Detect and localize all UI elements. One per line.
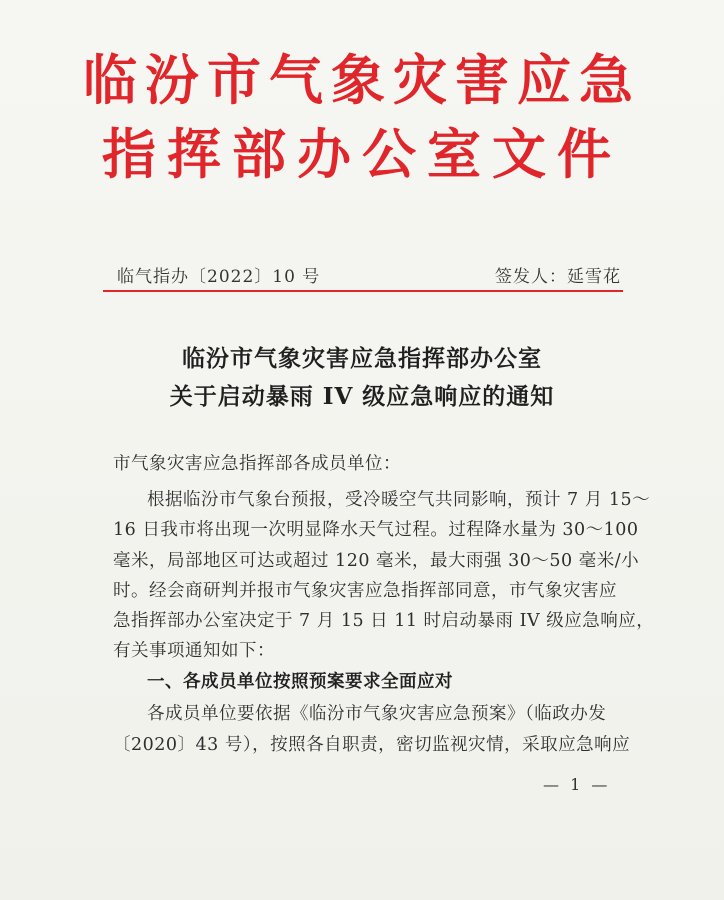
red-header-line-1: 临汾市气象灾害应急 — [83, 48, 641, 112]
page-number: — 1 — — [543, 775, 611, 794]
addressee: 市气象灾害应急指挥部各成员单位： — [113, 454, 401, 474]
body-line: 根据临汾市气象台预报，受冷暖空气共同影响，预计 7 月 15～ — [147, 490, 651, 510]
body-line: 急指挥部办公室决定于 7 月 15 日 11 时启动暴雨 IV 级应急响应， — [113, 611, 655, 631]
body-line: 时。经会商研判并报市气象灾害应急指挥部同意，市气象灾害应 — [113, 581, 617, 601]
issuer-signature: 签发人：延雪花 — [495, 267, 621, 287]
red-separator-line — [103, 290, 623, 292]
body-line: 毫米，局部地区可达或超过 120 毫米，最大雨强 30～50 毫米/小 — [113, 551, 640, 571]
notice-title-line-1: 临汾市气象灾害应急指挥部办公室 — [182, 345, 542, 372]
notice-title-line-2: 关于启动暴雨 IV 级应急响应的通知 — [169, 383, 555, 410]
section-heading: 一、各成员单位按照预案要求全面应对 — [147, 672, 453, 692]
body-line: 各成员单位要依据《临汾市气象灾害应急预案》（临政办发 — [147, 704, 607, 724]
body-line: 有关事项通知如下： — [113, 641, 275, 661]
red-header-line-2: 指挥部办公室文件 — [102, 122, 622, 186]
document-number: 临气指办〔2022〕10 号 — [117, 267, 321, 287]
body-line: 16 日我市将出现一次明显降水天气过程。过程降水量为 30～100 — [113, 520, 639, 540]
body-line: 〔2020〕43 号），按照各自职责，密切监视灾情，采取应急响应 — [113, 735, 631, 755]
